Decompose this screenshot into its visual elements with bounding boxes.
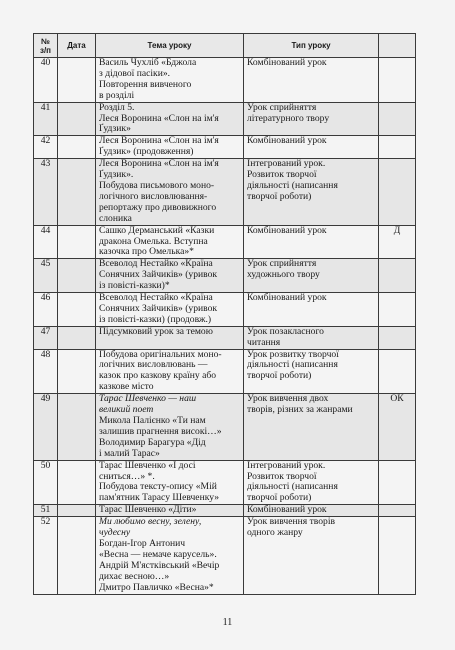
lesson-topic [96, 460, 244, 505]
lesson-type [244, 394, 379, 460]
lesson-topic [96, 505, 244, 517]
lesson-topic-line: Підсумковий урок за темою [99, 325, 213, 337]
lesson-date [58, 293, 96, 327]
lesson-type-line: творчої роботи) [247, 492, 312, 504]
table-row [34, 460, 416, 505]
lesson-topic-line: логічного висловлювання- [99, 190, 208, 202]
lesson-date [58, 102, 96, 136]
lesson-number: 50 [34, 460, 58, 505]
lesson-type-line: діяльності (написання [247, 359, 338, 371]
table-row [34, 58, 416, 103]
lesson-type [244, 517, 379, 594]
lesson-topic-line: Розділ 5. [99, 101, 135, 113]
lesson-type [244, 460, 379, 505]
lesson-type [244, 505, 379, 517]
table-header-row [34, 34, 416, 58]
lesson-topic-line: Побудова оригінальних моно- [99, 348, 222, 360]
table-row [34, 259, 416, 293]
lesson-number: 51 [34, 505, 58, 517]
lesson-note [379, 505, 416, 517]
lesson-type-line: Інтегрований урок. [247, 158, 326, 170]
lesson-topic-line: казок про казкову країну або [99, 370, 217, 382]
lesson-number: 41 [34, 102, 58, 136]
lesson-date [58, 225, 96, 259]
header-topic: Тема уроку [96, 34, 244, 58]
lesson-topic [96, 225, 244, 259]
lesson-note [379, 102, 416, 136]
lesson-type-line: Комбінований урок [247, 135, 327, 147]
lesson-topic-line: Леся Воронина «Слон на ім'я [99, 112, 219, 124]
table-row [34, 136, 416, 159]
lesson-type-line: діяльності (написання [247, 179, 338, 191]
lesson-topic-line: Дмитро Павличко «Весна»* [99, 581, 214, 593]
lesson-topic [96, 517, 244, 594]
lesson-date [58, 259, 96, 293]
lesson-topic-line: слоника [99, 212, 132, 224]
lesson-type [244, 349, 379, 394]
lesson-topic-line: Ґудзик». [99, 169, 134, 181]
lesson-type-line: творів, різних за жанрами [247, 404, 353, 416]
lesson-number: 48 [34, 349, 58, 394]
lesson-topic-line: репортажу про дивовижного [99, 201, 217, 213]
lesson-note [379, 349, 416, 394]
table-row [34, 293, 416, 327]
page-number: 11 [222, 617, 233, 628]
lesson-type-line: Комбінований урок [247, 504, 327, 516]
table-row [34, 517, 416, 594]
lesson-topic-line: із повісті-казки) (продовж.) [99, 313, 212, 325]
lesson-topic [96, 102, 244, 136]
lesson-topic-line: з дідової пасіки». [99, 67, 171, 79]
lesson-type-line: творчої роботи) [247, 190, 312, 202]
lesson-date [58, 159, 96, 225]
lesson-date [58, 505, 96, 517]
lesson-note [379, 259, 416, 293]
lesson-type-line: творчої роботи) [247, 370, 312, 382]
lesson-date [58, 517, 96, 594]
lesson-topic-line: Василь Чухліб «Бджола [99, 57, 197, 68]
lesson-topic-line: дихає весною…» [99, 570, 170, 582]
lesson-topic-line: залишив прагнення високі…» [99, 425, 222, 437]
lesson-number: 49 [34, 394, 58, 460]
lesson-topic-line: дракона Омелька. Вступна [99, 235, 208, 247]
lesson-topic-line: великий поет [99, 404, 154, 416]
table-row [34, 225, 416, 259]
lesson-type-line: Урок вивчення двох [247, 393, 329, 405]
lesson-topic-line: Сонячних Зайчиків» (уривок [99, 269, 218, 281]
lesson-topic [96, 259, 244, 293]
lesson-number: 52 [34, 517, 58, 594]
lesson-topic-line: чудесну [99, 527, 131, 539]
lesson-topic-line: Ґудзик» [99, 123, 131, 135]
lesson-note [379, 460, 416, 505]
lesson-topic-line: Микола Палієнко «Ти нам [99, 415, 206, 426]
header-type: Тип уроку [244, 34, 379, 58]
lesson-date [58, 349, 96, 394]
lesson-date [58, 58, 96, 103]
lesson-type [244, 58, 379, 103]
lesson-note [379, 159, 416, 225]
lesson-topic-line: сниться…» *. [99, 470, 155, 482]
lesson-type [244, 225, 379, 259]
lesson-type-line: Комбінований урок [247, 57, 327, 68]
lesson-type-line: одного жанру [247, 527, 303, 539]
lesson-topic-line: Ми любимо весну, зелену, [99, 516, 202, 528]
lesson-number: 42 [34, 136, 58, 159]
lesson-type [244, 102, 379, 136]
lesson-number: 45 [34, 259, 58, 293]
lesson-number: 47 [34, 326, 58, 349]
lesson-date [58, 326, 96, 349]
lesson-type-line: Урок розвитку творчої [247, 348, 339, 360]
lesson-type-line: Урок сприйняття [247, 101, 317, 113]
lesson-topic-line: Ґудзик» (продовження) [99, 146, 194, 158]
lesson-type-line: художнього твору [247, 269, 320, 281]
lesson-topic-line: в розділі [99, 89, 135, 101]
lesson-topic [96, 159, 244, 225]
header-num: № з/п [34, 34, 58, 58]
lesson-topic-line: Тарас Шевченко — наш [99, 393, 197, 405]
lesson-number: 46 [34, 293, 58, 327]
lesson-topic-line: Побудова письмового моно- [99, 179, 215, 191]
lesson-topic [96, 326, 244, 349]
lesson-type-line: Розвиток творчої [247, 169, 317, 181]
table-body [34, 58, 416, 595]
header-date: Дата [58, 34, 96, 58]
lesson-topic [96, 394, 244, 460]
lesson-note: Д [379, 225, 416, 259]
lesson-topic-line: Андрій М'ястківський «Вечір [99, 559, 220, 571]
lesson-topic [96, 293, 244, 327]
lesson-note [379, 326, 416, 349]
lesson-topic-line: Всеволод Нестайко «Країна [99, 258, 213, 270]
lesson-topic-line: Всеволод Нестайко «Країна [99, 292, 213, 304]
lesson-number: 44 [34, 225, 58, 259]
lesson-topic-line: Леся Воронина «Слон на ім'я [99, 135, 219, 147]
lesson-topic-line: Тарас Шевченко «Діти» [99, 504, 197, 516]
table-row [34, 394, 416, 460]
lesson-type [244, 326, 379, 349]
lesson-topic-line: казкове місто [99, 381, 154, 393]
lesson-topic-line: Володимир Барагура «Дід [99, 436, 206, 448]
lesson-topic-line: Побудова тексту-опису «Мій [99, 481, 217, 493]
lesson-topic-line: Богдан-Ігор Антонич [99, 537, 186, 549]
lesson-type-line: діяльності (написання [247, 481, 338, 493]
lesson-number: 40 [34, 58, 58, 103]
lesson-topic [96, 349, 244, 394]
lesson-date [58, 394, 96, 460]
lesson-topic-line: Повторення вивченого [99, 78, 192, 90]
lesson-note [379, 517, 416, 594]
lesson-type-line: читання [247, 336, 281, 348]
lesson-topic-line: «Весна — немаче карусель». [99, 548, 217, 560]
lesson-date [58, 136, 96, 159]
table-row [34, 159, 416, 225]
lesson-note: ОК [379, 394, 416, 460]
lesson-topic [96, 136, 244, 159]
lesson-type [244, 136, 379, 159]
lesson-type [244, 159, 379, 225]
lesson-note [379, 58, 416, 103]
lesson-type [244, 259, 379, 293]
table-row [34, 326, 416, 349]
table-row [34, 102, 416, 136]
lesson-note [379, 293, 416, 327]
lesson-type-line: Розвиток творчої [247, 470, 317, 482]
table-row [34, 505, 416, 517]
lesson-type-line: Урок позакласного [247, 325, 324, 337]
lesson-note [379, 136, 416, 159]
lesson-topic-line: казочка про Омелька»* [99, 246, 194, 258]
lesson-topic-line: із повісті-казки)* [99, 280, 170, 292]
table-row [34, 349, 416, 394]
lesson-date [58, 460, 96, 505]
lesson-topic-line: Сашко Дерманський «Казки [99, 224, 215, 236]
lesson-type-line: літературного твору [247, 112, 330, 124]
lesson-topic-line: і малий Тарас» [99, 447, 160, 459]
lesson-topic-line: пам'ятник Тарасу Шевченку» [99, 492, 220, 504]
lesson-topic-line: логічних висловлювань — [99, 359, 208, 371]
header-extra [379, 34, 416, 58]
lesson-type-line: Комбінований урок [247, 224, 327, 236]
lesson-number: 43 [34, 159, 58, 225]
lesson-topic-line: Тарас Шевченко «І досі [99, 459, 196, 471]
lesson-type [244, 293, 379, 327]
lesson-type-line: Урок вивчення творів [247, 516, 336, 528]
lesson-topic [96, 58, 244, 103]
lesson-topic-line: Леся Воронина «Слон на ім'я [99, 158, 219, 170]
lesson-type-line: Комбінований урок [247, 292, 327, 304]
lesson-topic-line: Сонячних Зайчиків» (уривок [99, 302, 218, 314]
lesson-type-line: Інтегрований урок. [247, 459, 326, 471]
lesson-type-line: Урок сприйняття [247, 258, 317, 270]
lesson-plan-table [33, 33, 416, 595]
